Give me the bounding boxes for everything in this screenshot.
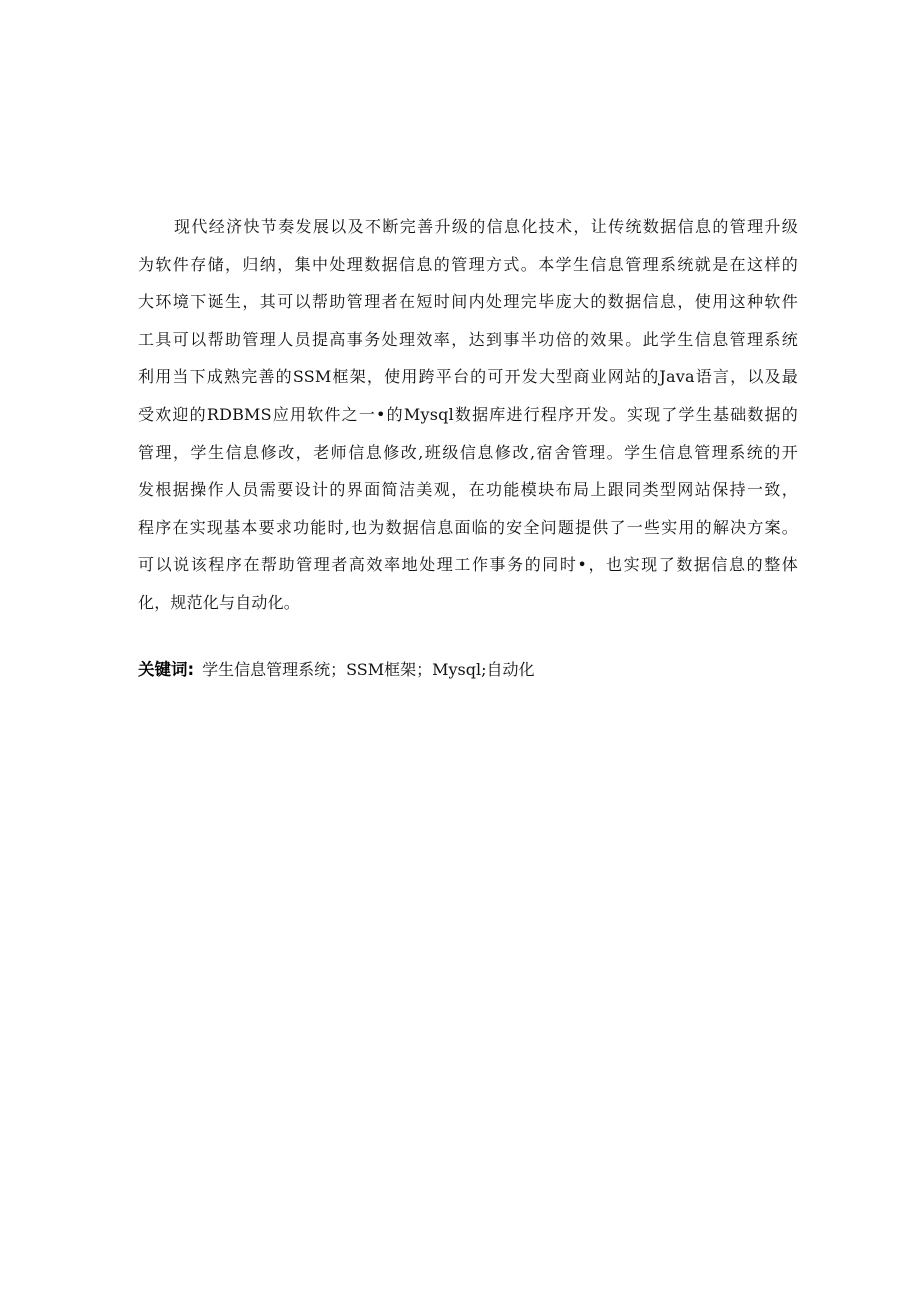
- abstract-line: 化，规范化与自动化。: [138, 592, 301, 612]
- abstract-line: 为软件存储，归纳，集中处理数据信息的管理方式。本学生信息管理系统就是在这样的: [138, 254, 798, 274]
- abstract-line: 程序在实现基本要求功能时,也为数据信息面临的安全问题提供了一些实用的解决方案。: [138, 517, 798, 537]
- abstract-line: 利用当下成熟完善的SSM框架，使用跨平台的可开发大型商业网站的Java语言，以及最: [138, 367, 798, 387]
- abstract-line: 管理，学生信息修改，老师信息修改,班级信息修改,宿舍管理。学生信息管理系统的开: [138, 442, 798, 462]
- abstract-line: 受欢迎的RDBMS应用软件之一•的Mysql数据库进行程序开发。实现了学生基础数据的: [138, 404, 798, 424]
- abstract-line: 发根据操作人员需要设计的界面简洁美观，在功能模块布局上跟同类型网站保持一致，: [138, 480, 798, 500]
- abstract-line: 现代经济快节奏发展以及不断完善升级的信息化技术，让传统数据信息的管理升级: [174, 217, 798, 236]
- abstract-line: 大环境下诞生，其可以帮助管理者在短时间内处理完毕庞大的数据信息，使用这种软件: [138, 292, 798, 312]
- abstract-paragraph: [138, 208, 798, 622]
- keywords-row: [138, 655, 798, 685]
- keywords-label: 关键词:: [138, 660, 195, 679]
- abstract-line: 工具可以帮助管理人员提高事务处理效率，达到事半功倍的效果。此学生信息管理系统: [138, 329, 798, 349]
- abstract-line: 可以说该程序在帮助管理者高效率地处理工作事务的同时•，也实现了数据信息的整体: [138, 555, 798, 575]
- keywords-value: 学生信息管理系统；SSM框架；Mysql;自动化: [202, 660, 535, 679]
